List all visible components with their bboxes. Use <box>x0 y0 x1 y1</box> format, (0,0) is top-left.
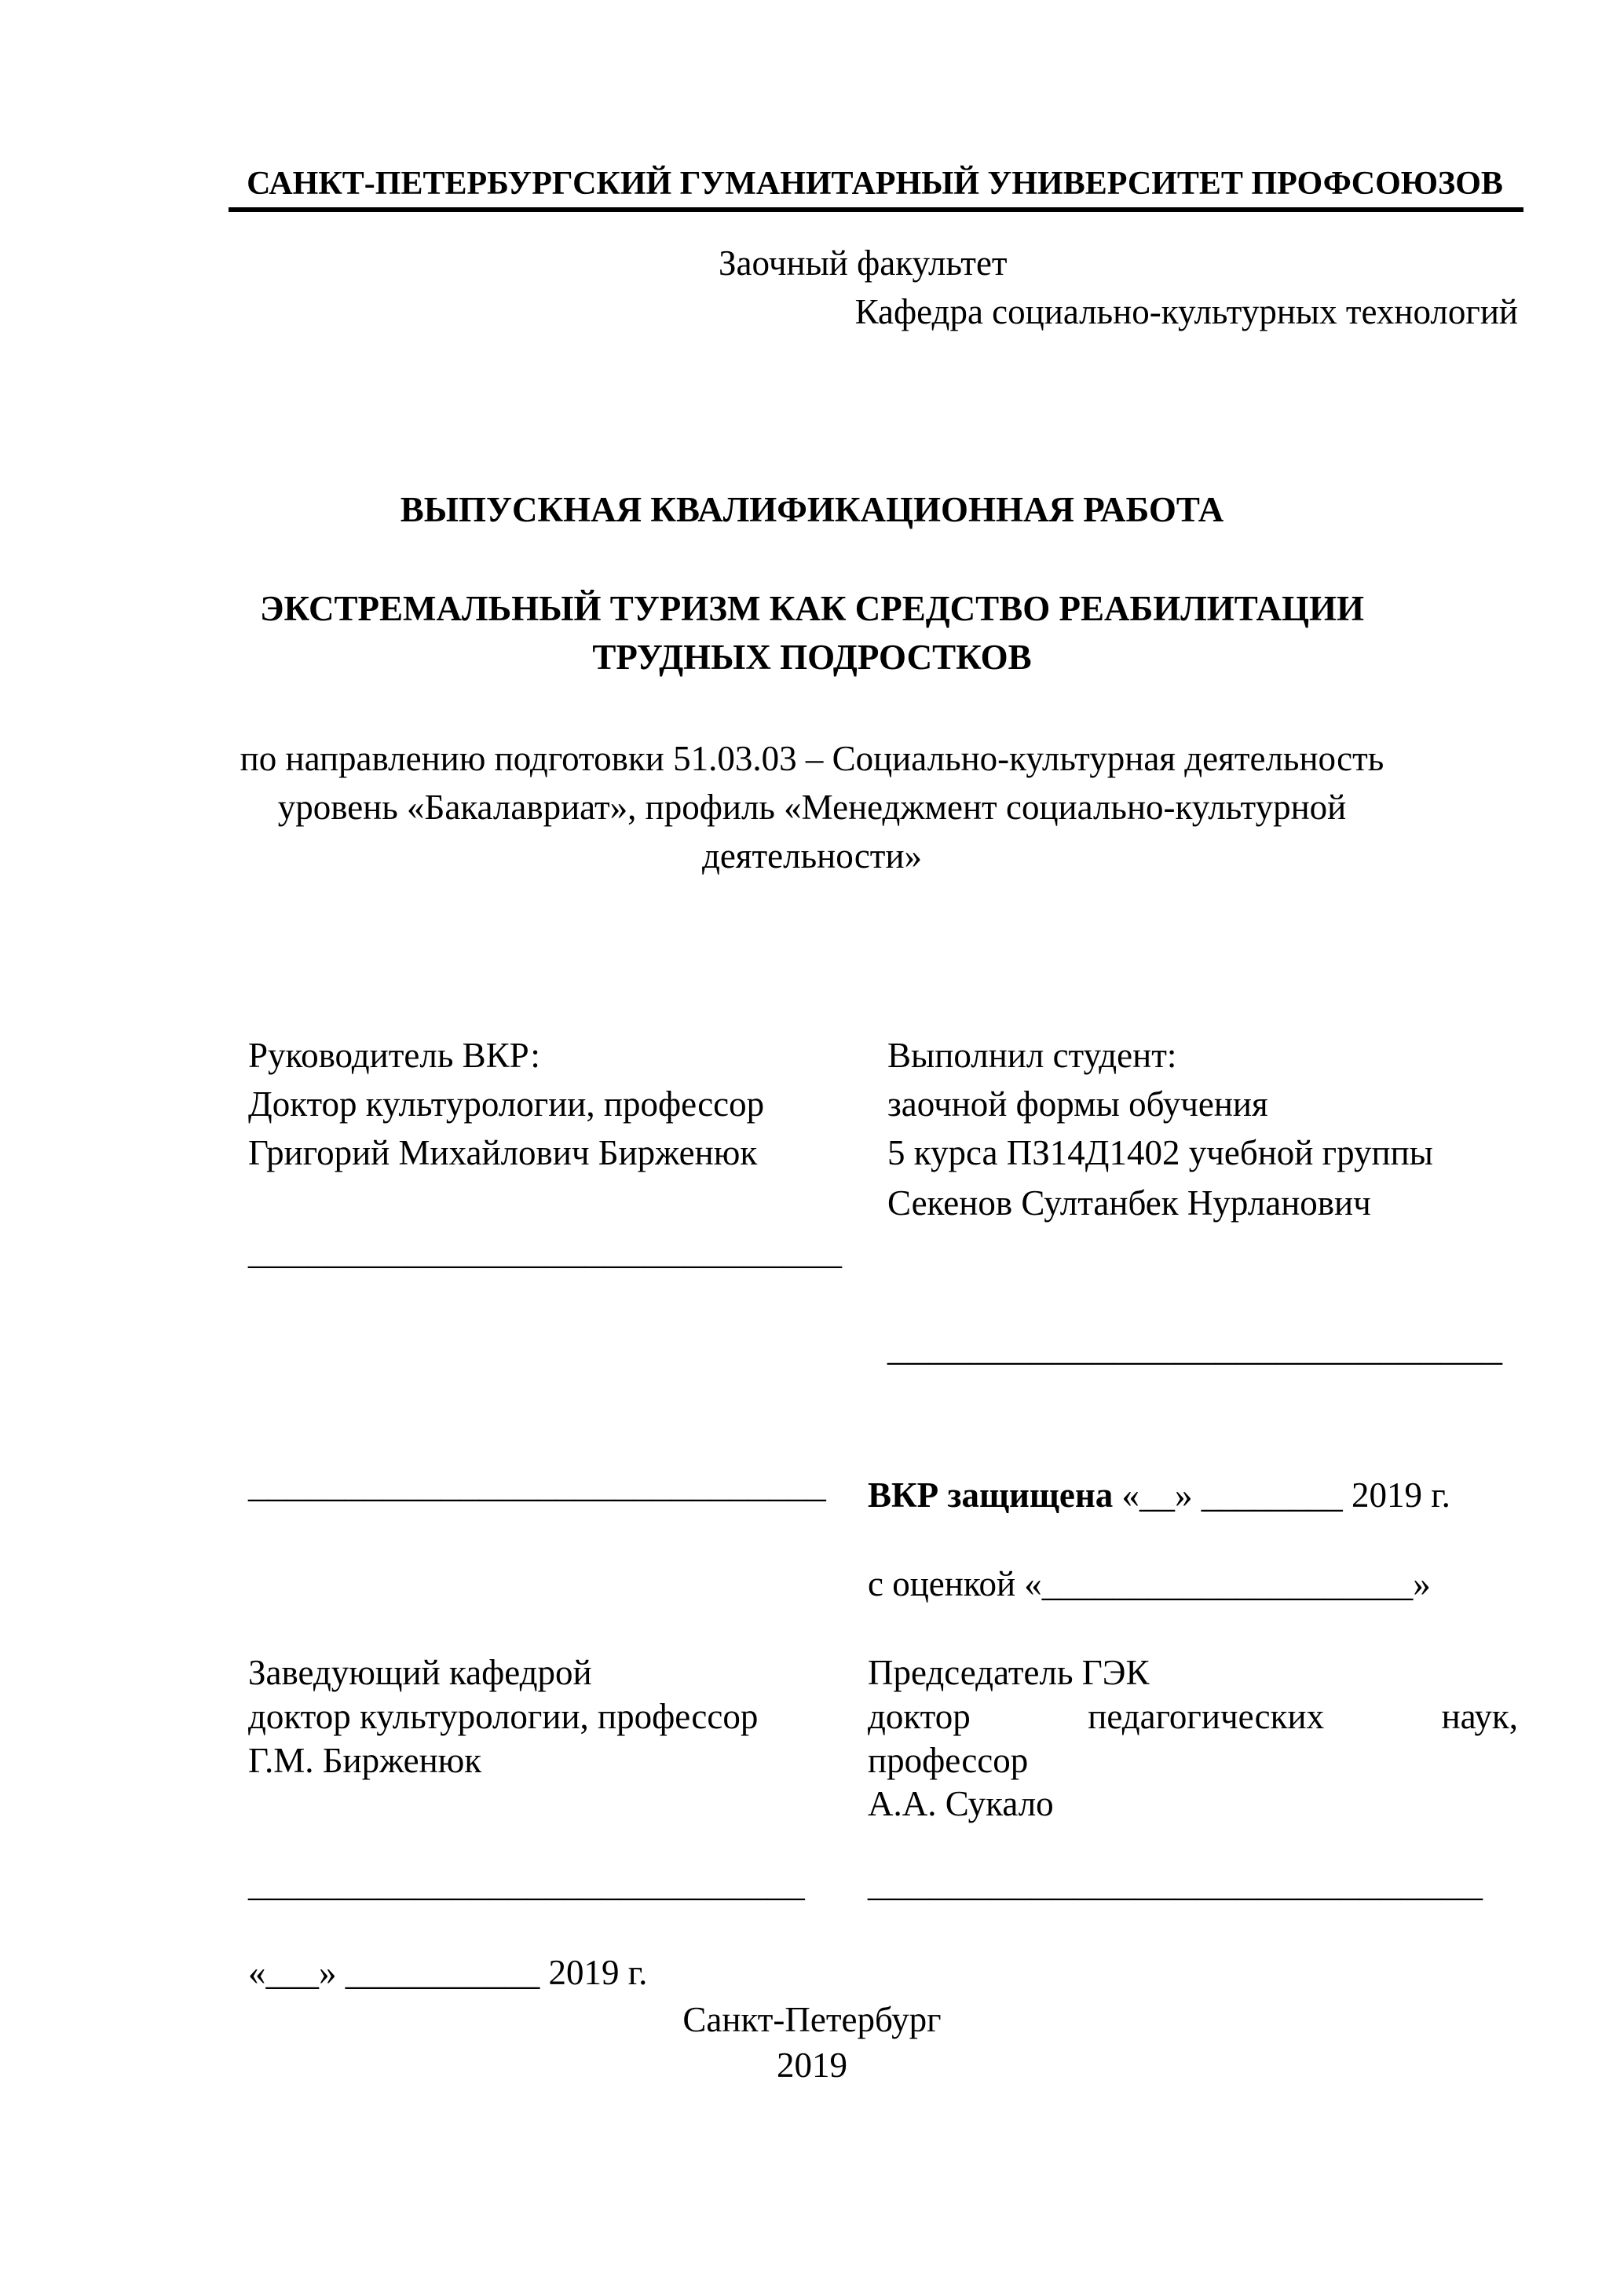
signature-line[interactable]: ______________________________ <box>248 1465 826 1504</box>
chairman-name: А.А. Сукало <box>868 1784 1054 1823</box>
work-type: ВЫПУСКНАЯ КВАЛИФИКАЦИОННАЯ РАБОТА <box>400 490 1224 529</box>
chairman-signature-line[interactable]: ______________________________ <box>868 1864 1483 1903</box>
header-rule <box>229 207 1523 212</box>
direction-line-3: деятельности» <box>701 836 923 876</box>
defense-date: «__» ________ 2019 г. <box>1113 1475 1450 1515</box>
student-name: Секенов Султанбек Нурланович <box>887 1183 1371 1223</box>
head-degree: доктор культурологии, профессор <box>248 1697 759 1736</box>
title-line-2: ТРУДНЫХ ПОДРОСТКОВ <box>592 638 1032 677</box>
title-line-1: ЭКСТРЕМАЛЬНЫЙ ТУРИЗМ КАК СРЕДСТВО РЕАБИЛИТАЦИИ <box>259 589 1365 628</box>
supervisor-name: Григорий Михайлович Бирженюк <box>248 1133 758 1172</box>
direction-line-2: уровень «Бакалавриат», профиль «Менеджмент социально-культурной <box>277 788 1347 827</box>
student-signature-line[interactable]: ______________________________ <box>887 1329 1502 1368</box>
supervisor-degree: Доктор культурологии, профессор <box>248 1084 765 1124</box>
faculty: Заочный факультет <box>719 243 1008 283</box>
chairman-degree: доктор педагогических наук, <box>868 1697 1518 1736</box>
student-label: Выполнил студент: <box>887 1036 1177 1075</box>
footer-year: 2019 <box>777 2046 847 2085</box>
footer-city: Санкт-Петербург <box>682 2000 942 2039</box>
head-name: Г.М. Бирженюк <box>248 1741 482 1780</box>
head-label: Заведующий кафедрой <box>248 1653 592 1692</box>
date-line: «___» ___________ 2019 г. <box>248 1953 648 1992</box>
student-form: заочной формы обучения <box>887 1084 1268 1124</box>
supervisor-signature-line[interactable]: ______________________________ <box>248 1232 842 1271</box>
chairman-title: профессор <box>868 1741 1029 1780</box>
department: Кафедра социально-культурных технологий <box>854 292 1518 331</box>
head-signature-line[interactable]: ______________________________ <box>248 1864 805 1903</box>
university-name: САНКТ-ПЕТЕРБУРГСКИЙ ГУМАНИТАРНЫЙ УНИВЕРСИТЕТ ПРОФСОЮЗОВ <box>247 166 1503 202</box>
chairman-label: Председатель ГЭК <box>868 1653 1150 1692</box>
defense-label: ВКР защищена <box>868 1475 1114 1515</box>
student-group: 5 курса ПЗ14Д1402 учебной группы <box>887 1133 1433 1172</box>
defense-grade: с оценкой «_____________________» <box>868 1564 1431 1603</box>
supervisor-label: Руководитель ВКР: <box>248 1036 540 1075</box>
defense-line <box>868 1475 1450 1515</box>
direction-line-1: по направлению подготовки 51.03.03 – Социально-культурная деятельность <box>240 739 1384 778</box>
